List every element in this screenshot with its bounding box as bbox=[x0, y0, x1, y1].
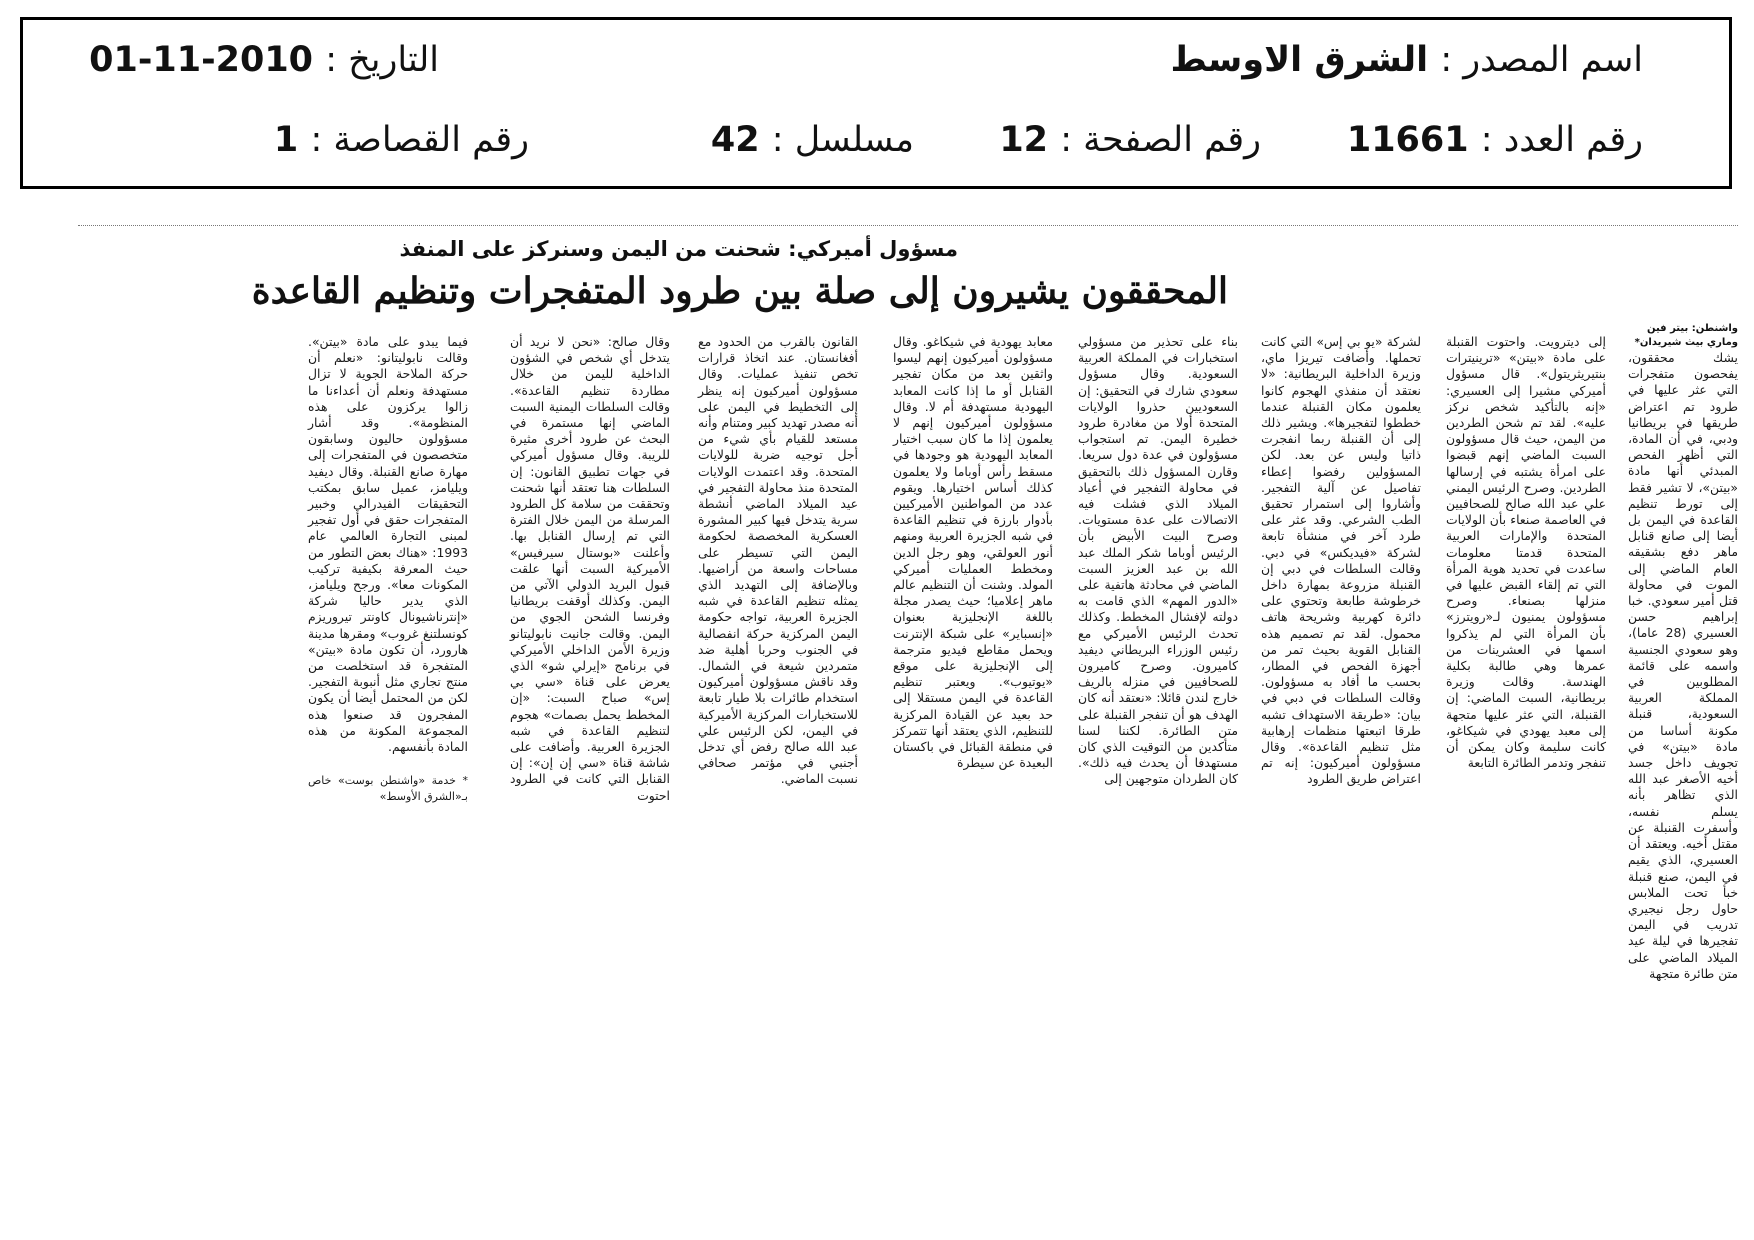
article-column-4 bbox=[1078, 334, 1238, 812]
article-column-8 bbox=[308, 334, 468, 812]
column-text: معابد يهودية في شيكاغو. وقال مسؤولون أميركيون إنهم ليسوا واثقين بعد من مكان تفجير القنابل أو ما إذا كانت المعابد اليهودية مستهدفة أم لا. وقال مسؤولون أميركيون إنهم لا يعلمون إذا ما كان سبب اختيار المعابد اليهودية هو وجودها في مسقط رأس أوباما ولا يعلمون كذلك أساس اختيارها. ويقوم عدد من المواطنين الأميركيين بأدوار بارزة في تنظيم القاعدة في شبه الجزيرة العربية ومنهم أنور العولقي، وهو رجل الدين ومخطط العمليات أميركي المولد. وشنت أن التنظيم عالم ماهر إعلاميا؛ حيث يصدر مجلة باللغة الإنجليزية بعنوان «إنسباير» على شبكة الإنترنت ويحمل مقاطع فيديو مترجمة إلى الإنجليزية على موقع «يوتيوب». ويعتبر تنظيم القاعدة في اليمن مستقلا إلى حد بعيد عن القيادة المركزية للتنظيم، الذي يعتقد أنها تتمركز في منطقة القبائل في باكستان البعيدة عن سيطرة bbox=[893, 334, 1053, 771]
column-text: فيما يبدو على مادة «بيتن». وقالت نابوليتانو: «نعلم أن حركة الملاحة الجوية لا تزال مستهدفة ونعلم أن أعداءنا ما زالوا يركزون على هذه المنظومة». وقد أشار مسؤولون حاليون وسابقون متخصصون في المتفجرات إلى مهارة صانع القنبلة. وقال ديفيد ويليامز، عميل سابق بمكتب التحقيقات الفيدرالي وخبير المتفجرات حقق في أول تفجير لمبنى التجارة العالمي عام 1993: «هناك بعض التطور من حيث المعرفة بكيفية تركيب المكونات معا». ورجح ويليامز، الذي يدير حاليا شركة «إنترناشيونال كاونتر تيروريزم كونسلتنغ غروب» ومقرها مدينة هارورد، أن تكون مادة «بيتن» المتفجرة قد استخلصت من منتج تجاري مثل أنبوبة التفجير. لكن من المحتمل أيضا أن يكون المفجرون قد صنعوا هذه المجموعة المكونة من هذه المادة بأنفسهم. bbox=[308, 334, 468, 755]
issue-field bbox=[1347, 120, 1643, 160]
issue-label: رقم العدد : bbox=[1480, 120, 1643, 160]
column-text: بناء على تحذير من مسؤولي استخبارات في المملكة العربية السعودية. وقال مسؤول سعودي شارك في التحقيق: إن السعوديين حذروا الولايات المتحدة أولا من مغادرة طرود خطيرة اليمن. تم استجواب مسؤولون في عدة دول سريعا. وقارن المسؤول ذلك بالتحقيق في محاولة التفجير في أعياد الميلاد الذي فشلت فيه الاتصالات على عدة مستويات. وصرح البيت الأبيض بأن الرئيس أوباما شكر الملك عبد الله بن عبد العزيز السبت الماضي في محادثة هاتفية على «الدور المهم» الذي قامت به دولته لإفشال المخطط. وكذلك تحدث الرئيس الأميركي مع رئيس الوزراء البريطاني ديفيد كاميرون. وصرح كاميرون للصحافيين في منزله بالريف خارج لندن قائلا: «نعتقد أنه كان الهدف هو أن تنفجر القنبلة على متن الطائرة. لكننا لسنا متأكدين من التوقيت الذي كان مستهدفا أن يحدث فيه ذلك». كان الطردان متوجهين إلى bbox=[1078, 334, 1238, 787]
page-label: رقم الصفحة : bbox=[1060, 120, 1261, 160]
article-column-1 bbox=[1628, 350, 1738, 981]
clipping-number-value: 1 bbox=[273, 120, 299, 160]
clipping-number-label: رقم القصاصة : bbox=[310, 120, 529, 160]
source-label: اسم المصدر : bbox=[1440, 40, 1643, 80]
page-field bbox=[999, 120, 1261, 160]
newspaper-clipping bbox=[78, 222, 1738, 981]
article-credit: * خدمة «واشنطن بوست» خاص بـ«الشرق الأوسط» bbox=[308, 774, 468, 804]
column-text: إلى ديترويت. واحتوت القنبلة على مادة «بيتن» «ترينيترات بنتيريثريتول». قال مسؤول أميركي مشيرا إلى العسيري: «إنه بالتأكيد شخص نركز عليه». لقد تم شحن الطردين من اليمن، حيث قال مسؤولون السبت الماضي إنهم قبضوا على امرأة يشتبه في إرسالها الطردين. وصرح الرئيس اليمني علي عبد الله صالح للصحافيين في العاصمة صنعاء بأن الولايات المتحدة والإمارات العربية المتحدة قدمتا معلومات ساعدت في تحديد هوية المرأة التي تم إلقاء القبض عليها في منزلها بصنعاء. وصرح مسؤولون يمنيون لـ«رويترز» بأن المرأة التي لم يذكروا اسمها في العشرينات من عمرها وهي طالبة بكلية الهندسة. وقالت وزيرة بريطانية، السبت الماضي: إن القنبلة، التي عثر عليها متجهة إلى معبد يهودي في شيكاغو، كانت سليمة وكان يمكن أن تنفجر وتدمر الطائرة التابعة bbox=[1446, 334, 1606, 771]
serial-value: 42 bbox=[710, 120, 760, 160]
article-column-7 bbox=[510, 334, 670, 812]
issue-value: 11661 bbox=[1346, 120, 1469, 160]
article-column-2 bbox=[1446, 334, 1606, 812]
date-value: 2010-11-01 bbox=[89, 40, 314, 80]
column-text: القانون بالقرب من الحدود مع أفغانستان. عند اتخاذ قرارات تخص تنفيذ عمليات. وقال مسؤولون أميركيون إنه ينظر إلى التخطيط في اليمن على أنه مصدر تهديد كبير ومتنام وأنه مستعد للقيام بأي شيء من أجل توجيه ضربة للولايات المتحدة. وقد اعتمدت الولايات المتحدة منذ محاولة التفجير في عيد الميلاد الماضي أنشطة سرية يتدخل فيها كبير المشورة العسكرية المخصصة لحكومة اليمن التي تسيطر على مساحات واسعة من أراضيها. وبالإضافة إلى التهديد الذي يمثله تنظيم القاعدة في شبه الجزيرة العربية، تواجه حكومة اليمن المركزية حركة انفصالية في الجنوب وحربا أهلية ضد متمردين شيعة في الشمال. وقد ناقش مسؤولون أميركيون استخدام طائرات بلا طيار تابعة للاستخبارات المركزية الأميركية في اليمن، لكن الرئيس علي عبد الله صالح رفض أي تدخل أجنبي في مؤتمر صحافي نسبت الماضي. bbox=[698, 334, 858, 787]
source-value: الشرق الاوسط bbox=[1170, 40, 1429, 80]
clipping-top-rule bbox=[78, 225, 1738, 226]
date-label: التاريخ : bbox=[325, 40, 439, 80]
serial-field bbox=[711, 120, 914, 160]
article-column-3 bbox=[1261, 334, 1421, 812]
column-text: يشك محققون، يفحصون متفجرات التي عثر عليها في طرود تم اعتراض طريقها في بريطانيا ودبي، في أن المادة، التي أظهر الفحص المبدئي أنها مادة «بيتن»، لا تشير فقط إلى تورط تنظيم القاعدة في اليمن بل أيضا إلى صانع قنابل ماهر دفع بشقيقه العام الماضي إلى الموت في محاولة قتل أمير سعودي. خبا إبراهيم حسن العسيري (28 عاما)، وهو سعودي الجنسية واسمه على قائمة المطلوبين في المملكة العربية السعودية، قنبلة مكونة أساسا من مادة «بيتن» في تجويف داخل جسد أخيه الأصغر عبد الله الذي تظاهر بأنه يسلم نفسه، وأسفرت القنبلة عن مقتل أخيه. ويعتقد أن العسيري، الذي يقيم في اليمن، صنع قنبلة خبأ تحت الملابس حاول رجل نيجيري تدريب في اليمن تفجيرها في ليلة عيد الميلاد الماضي على متن طائرة متجهة bbox=[1628, 350, 1738, 981]
serial-label: مسلسل : bbox=[771, 120, 914, 160]
article-kicker: مسؤول أميركي: شحنت من اليمن وسنركز على المنفذ bbox=[399, 237, 958, 261]
article-column-5 bbox=[893, 334, 1053, 812]
article-headline: المحققون يشيرون إلى صلة بين طرود المتفجرات وتنظيم القاعدة bbox=[251, 270, 1228, 312]
column-text: وقال صالح: «نحن لا نريد أن يتدخل أي شخص في الشؤون الداخلية لليمن من خلال مطاردة تنظيم القاعدة». وقالت السلطات اليمنية السبت الماضي إنها مستمرة في البحث عن طرود أخرى مثيرة للريبة. وقال مسؤول أميركي في جهات تطبيق القانون: إن السلطات هنا تعتقد أنها شحنت وتحققت من سلامة كل الطرود المرسلة من اليمن خلال الفترة التي تم إرسال القنابل بها. وأعلنت «بوستال سيرفيس» الأميركية السبت أنها علقت قبول البريد الدولي الآتي من اليمن. وكذلك أوقفت بريطانيا وفرنسا الشحن الجوي من اليمن. وقالت جانيت نابوليتانو وزيرة الأمن الداخلي الأميركي في برنامج «إيرلي شو» الذي يعرض على قناة «سي بي إس» صباح السبت: «إن المخطط يحمل بصمات» هجوم لتنظيم القاعدة في شبه الجزيرة العربية. وأضافت على شاشة قناة «سي إن إن»: إن القنابل التي كانت في الطرود احتوت bbox=[510, 334, 670, 803]
date-field bbox=[89, 40, 439, 80]
article-column-6 bbox=[698, 334, 858, 812]
clipping-header bbox=[20, 17, 1732, 189]
article-byline: واشنطن: بيتر فين وماري بيث شيريدان* bbox=[1634, 323, 1738, 348]
clipping-number-field bbox=[274, 120, 529, 160]
column-text: لشركة «يو بي إس» التي كانت تحملها. وأضافت تيريزا ماي، وزيرة الداخلية البريطانية: «لا نعتقد أن منفذي الهجوم كانوا يعلمون مكان القنبلة عندما خططوا لتفجيرها». ويشير ذلك إلى أن القنبلة ربما انفجرت ذاتيا وليس عن بعد. لكن المسؤولين رفضوا إعطاء تفاصيل عن آلية التفجير. وأشاروا إلى استمرار تحقيق الطب الشرعي. وقد عثر على طرد آخر في منشأة تابعة لشركة «فيديكس» في دبي. وقالت السلطات في دبي إن القنبلة مزروعة بمهارة داخل خرطوشة طابعة وتحتوي على دائرة كهربية وشريحة هاتف محمول. لقد تم تصميم هذه القنابل القوية بحيث تمر من أجهزة الفحص في المطار، بحسب ما أفاد به مسؤولون. وقالت السلطات في دبي في بيان: «طريقة الاستهداف تشبه طرقا اتبعتها منظمات إرهابية مثل تنظيم القاعدة». وقال مسؤولون أميركيون: إنه تم اعتراض طريق الطرود bbox=[1261, 334, 1421, 787]
source-field bbox=[1170, 40, 1643, 80]
page-value: 12 bbox=[999, 120, 1049, 160]
